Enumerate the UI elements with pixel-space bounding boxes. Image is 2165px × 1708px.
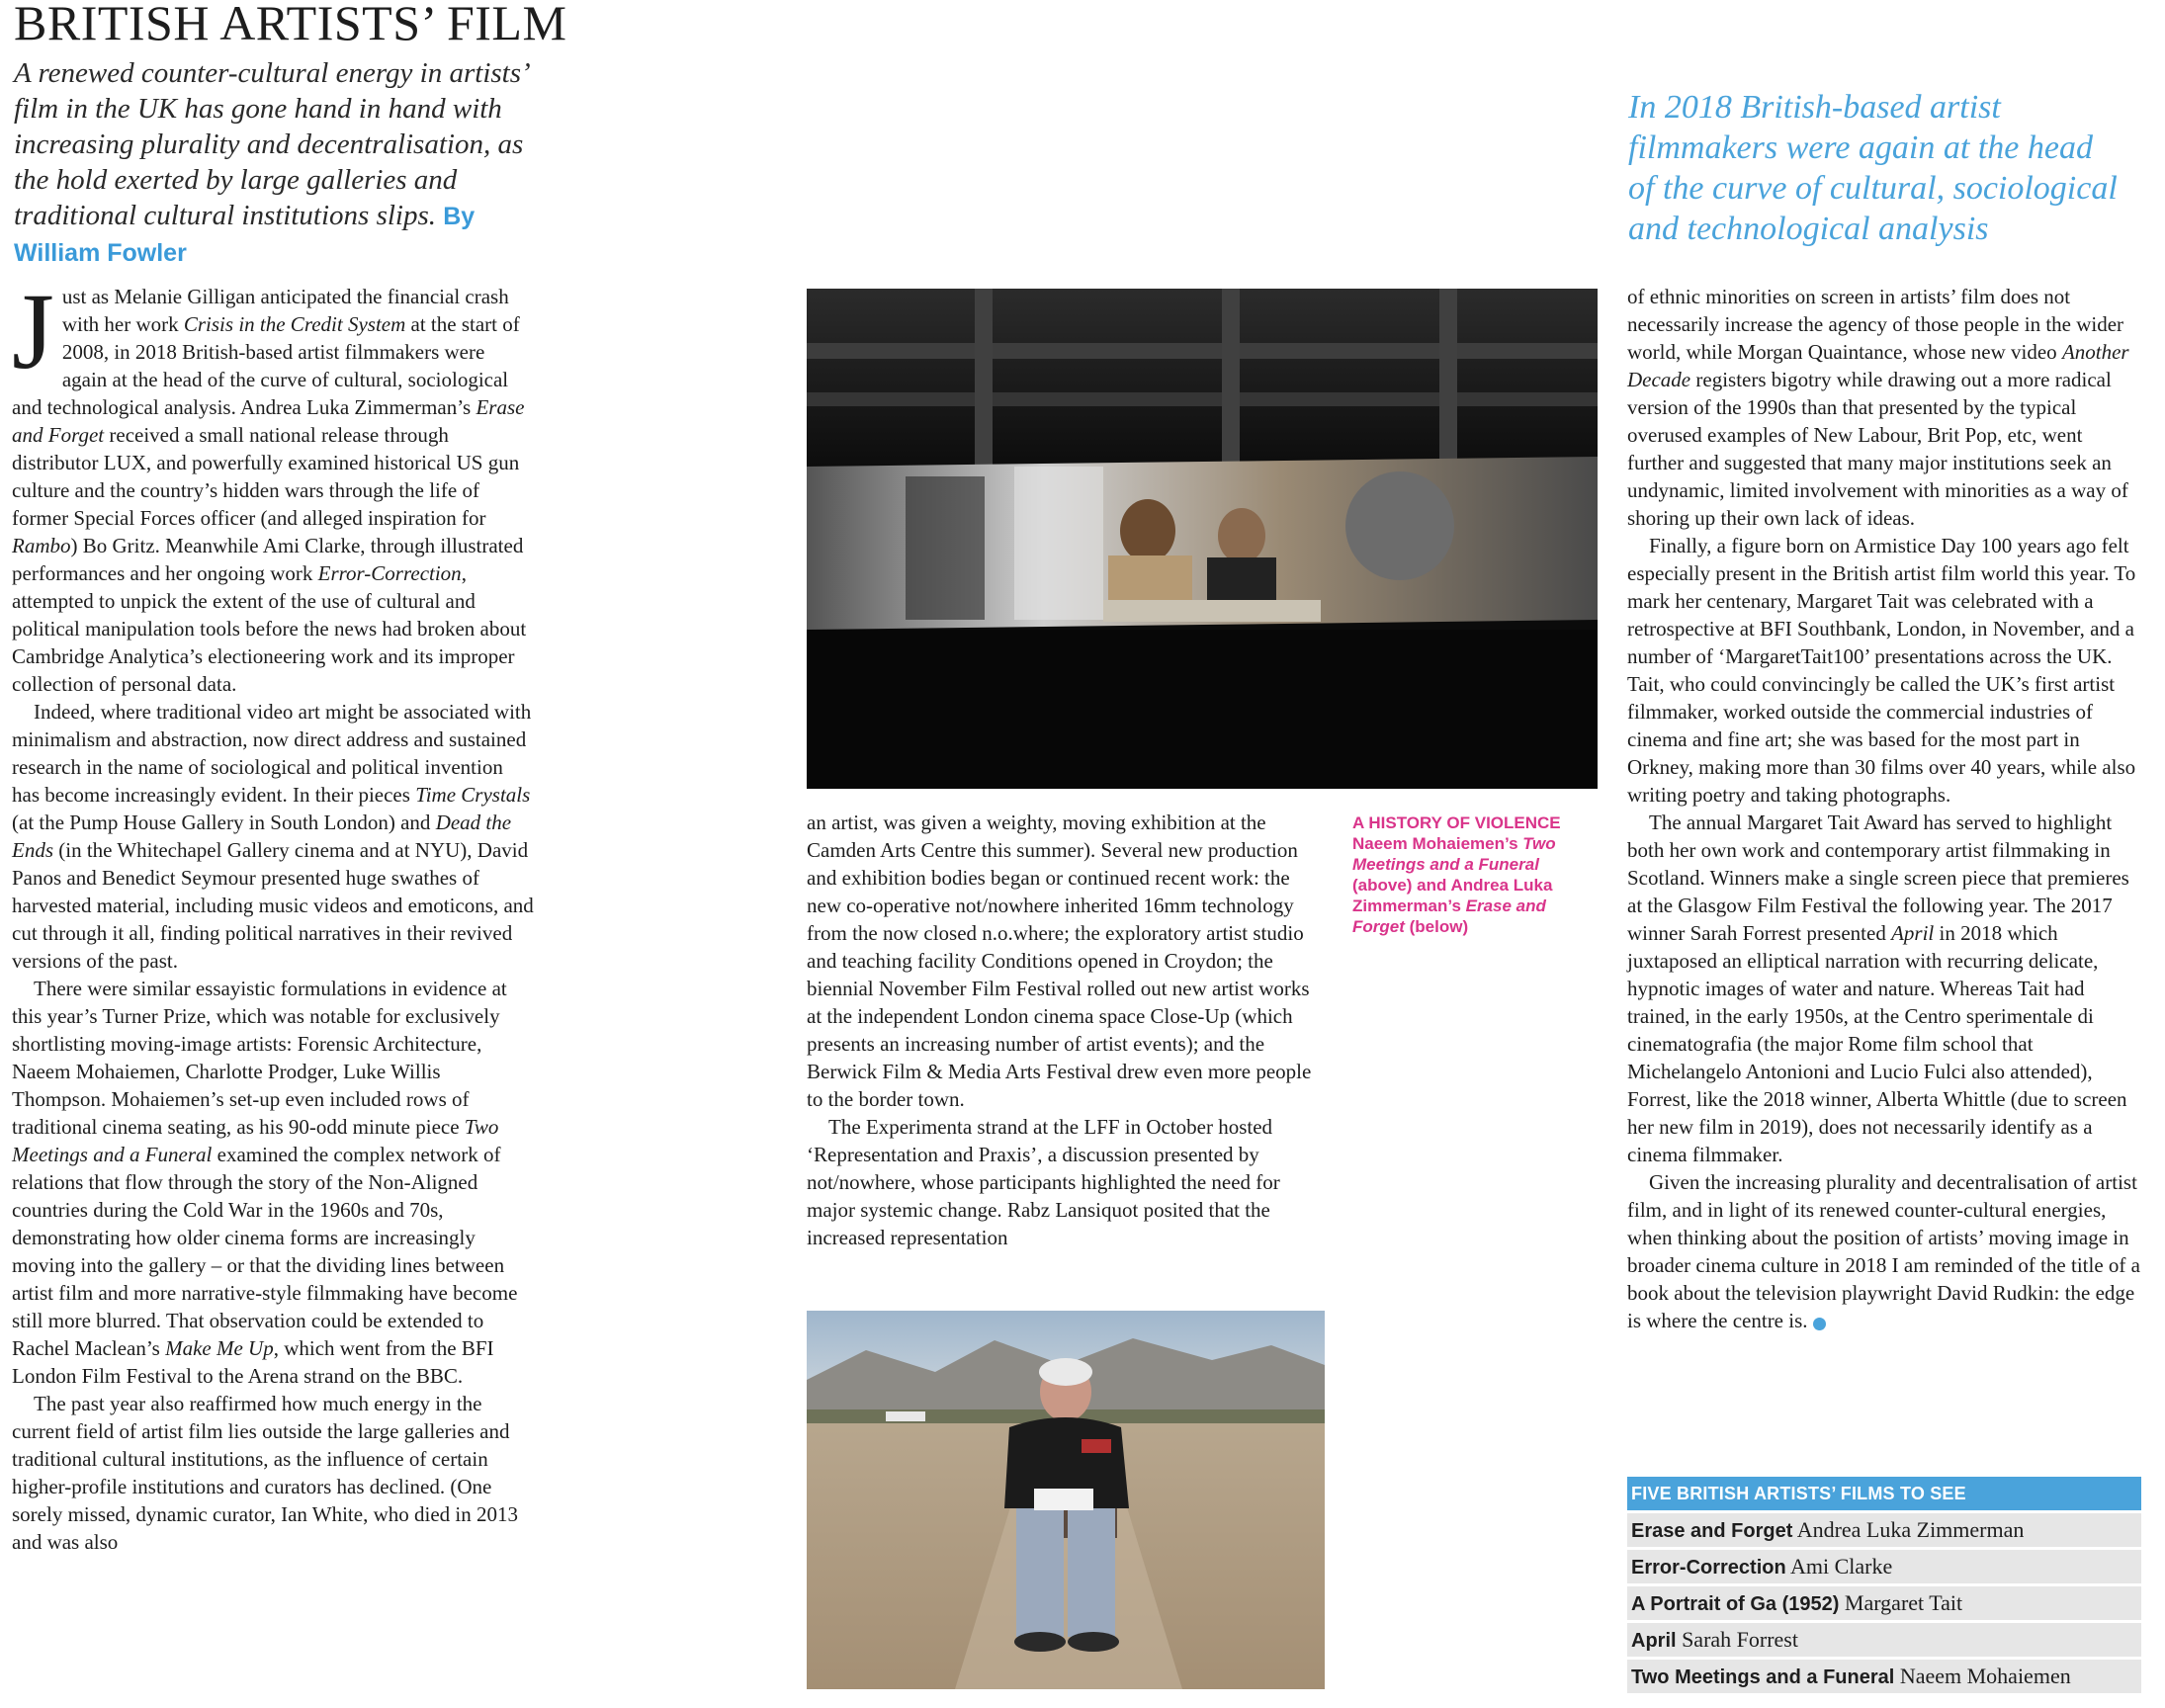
work-title: Another Decade	[1627, 340, 2129, 391]
text: , attempted to unpick the extent of the use of cultural and political manipulation tools before the news had broken about Cambridge Analytica’s electioneering work and its improper collection of personal data.	[12, 561, 527, 696]
text: examined the complex network of relations that flow through the story of the Non-Aligned countries during the Cold War in the 1960s and 70s, demonstrating how older cinema forms are increasingly moving into the gallery – or that the dividing lines between artist film and more narrative-style filmmaking have become still more blurred. That observation could be extended to Rachel Maclean’s	[12, 1143, 518, 1360]
headline: BRITISH ARTISTS’ FILM	[14, 0, 567, 50]
text: (in the Whitechapel Gallery cinema and at NYU), David Panos and Benedict Seymour presented huge swathes of harvested material, including music videos and emoticons, and cut through it all, finding political narratives in their revived versions of the past.	[12, 838, 534, 973]
byline: By William Fowler	[14, 203, 476, 267]
text: Indeed, where traditional video art might be associated with minimalism and abstraction, now direct address and sustained research in the name of sociological and political invention has become increasingly evident. In their pieces	[12, 700, 532, 807]
caption-text: (above) and Andrea Luka Zimmerman’s	[1352, 876, 1553, 915]
film-artist: Sarah Forrest	[1682, 1627, 1798, 1652]
work-title: April	[1891, 921, 1935, 945]
film-title: Error-Correction	[1631, 1557, 1786, 1579]
list-item	[1627, 1586, 2141, 1620]
list-item	[1627, 1550, 2141, 1583]
body-column-2	[807, 809, 1326, 1251]
photo-installation-two-meetings	[807, 289, 1598, 789]
caption-work-title: Erase and Forget	[1352, 897, 1546, 936]
work-title: Make Me Up	[165, 1336, 274, 1360]
body-column-3	[1627, 283, 2141, 1334]
list-item	[1627, 1623, 2141, 1657]
installation-image	[807, 289, 1598, 789]
pull-quote: In 2018 British-based artist filmmakers were again at the head of the curve of cultural, sociological and technological analysis	[1628, 89, 2118, 247]
drop-cap-rest: ust as Melanie Gilligan anticipated the financial crash with her work	[61, 285, 509, 336]
desert-image	[807, 1311, 1325, 1689]
paragraph	[1627, 283, 2141, 532]
body-column-1	[12, 271, 534, 1556]
photo-erase-and-forget	[807, 1311, 1325, 1689]
films-to-see-box	[1627, 1477, 2141, 1693]
text: The annual Margaret Tait Award has served to highlight both her own work and contemporary artist filmmaking in Scotland. Winners make a single screen piece that premieres at the Glasgow Film Festival the following year. The 2017 winner Sarah Forrest presented	[1627, 811, 2129, 945]
text: Finally, a figure born on Armistice Day 100 years ago felt especially present in the British artist film world this year. To mark her centenary, Margaret Tait was celebrated with a retrospective at BFI Southbank, London, in November, and a number of ‘MargaretTait100’ presentations across the UK. Tait, who could convincingly be called the UK’s first artist filmmaker, worked outside the commercial industries of cinema and fine art; she was based for the most part in Orkney, making more than 30 films over 40 years, while also writing poetry and taking photographs.	[1627, 534, 2136, 807]
paragraph	[12, 1390, 534, 1556]
films-box-heading: FIVE BRITISH ARTISTS’ FILMS TO SEE	[1627, 1477, 2141, 1510]
film-artist: Margaret Tait	[1844, 1590, 1963, 1615]
text: The past year also reaffirmed how much energy in the current field of artist film lies outside the large galleries and traditional cultural institutions, as the influence of certain higher-profile institutions and curators has declined. (One sorely missed, dynamic curator, Ian White, who died in 2013 and was also	[12, 1392, 518, 1554]
text: There were similar essayistic formulations in evidence at this year’s Turner Prize, which was notable for exclusively shortlisting moving-image artists: Forensic Architecture, Naeem Mohaiemen, Charlotte Prodger, Luke Willis Thompson. Mohaiemen’s set-up even included rows of traditional cinema seating, as his 90-odd minute piece	[12, 977, 507, 1139]
list-item	[1627, 1513, 2141, 1547]
text: Given the increasing plurality and decentralisation of artist film, and in light of its renewed counter-cultural energies, when thinking about the position of artists’ moving image in broader cinema culture in 2018 I am reminded of the title of a book about the television playwright David Rudkin: the edge is where the centre is.	[1627, 1170, 2140, 1332]
paragraph	[12, 698, 534, 975]
caption-work-title: Two Meetings and a Funeral	[1352, 834, 1556, 874]
work-title: Two Meetings and a Funeral	[12, 1115, 499, 1166]
film-title: Erase and Forget	[1631, 1520, 1793, 1542]
film-artist: Ami Clarke	[1790, 1554, 1893, 1579]
paragraph	[1627, 532, 2141, 809]
drop-cap: J	[12, 271, 54, 391]
caption-text: (below)	[1404, 917, 1469, 936]
paragraph: The Experimenta strand at the LFF in October hosted ‘Representation and Praxis’, a discussion presented by not/nowhere, whose participants highlighted the need for major systemic change. Rabz Lansiquot posited that the increased representation	[807, 1115, 1280, 1249]
end-mark-icon: S	[1813, 1318, 1826, 1330]
work-title: Crisis in the Credit System	[183, 312, 406, 336]
text: registers bigotry while drawing out a more radical version of the 1990s than that presented by the typical overused examples of New Labour, Brit Pop, etc, went further and suggested that many major institutions seek an undynamic, limited involvement with minorities as a way of shoring up their own lack of ideas.	[1627, 368, 2128, 530]
caption-title: A HISTORY OF VIOLENCE	[1352, 813, 1561, 832]
text: of ethnic minorities on screen in artists’ film does not necessarily increase the agency of those people in the wider world, while Morgan Quaintance, whose new video	[1627, 285, 2124, 364]
text: , which went from the BFI London Film Festival to the Arena strand on the BBC.	[12, 1336, 494, 1388]
standfirst	[14, 55, 553, 271]
film-title: A Portrait of Ga (1952)	[1631, 1593, 1840, 1615]
work-title: Dead the Ends	[12, 811, 512, 862]
list-item	[1627, 1660, 2141, 1693]
text: (at the Pump House Gallery in South London) and	[12, 811, 436, 834]
work-title: Erase and Forget	[12, 395, 525, 447]
text: ) Bo Gritz. Meanwhile Ami Clarke, through illustrated performances and her ongoing work	[12, 534, 524, 585]
paragraph: an artist, was given a weighty, moving exhibition at the Camden Arts Centre this summer). Several new production and exhibition bodies began or continued recent work: the new co-operative not/nowhere inherited 16mm technology from the now closed n.o.where; the exploratory artist studio and teaching facility Conditions opened in Croydon; the biennial November Film Festival rolled out new artist works at the independent London cinema space Close-Up (which presents an increasing number of artist events); and the Berwick Film & Media Arts Festival drew even more people to the border town.	[807, 811, 1312, 1111]
paragraph	[1627, 809, 2141, 1168]
film-artist: Andrea Luka Zimmerman	[1796, 1517, 2025, 1542]
caption-text: Naeem Mohaiemen’s	[1352, 834, 1523, 853]
work-title: Error-Correction	[317, 561, 462, 585]
photo-caption	[1352, 812, 1580, 937]
text: received a small national release through distributor LUX, and powerfully examined historical US gun culture and the country’s hidden wars through the life of former Special Forces officer (and alleged inspiration for	[12, 423, 520, 530]
standfirst-text: A renewed counter-cultural energy in artists’ film in the UK has gone hand in hand with increasing plurality and decentralisation, as the hold exerted by large galleries and traditional cultural institutions slips.	[14, 57, 528, 231]
paragraph	[1627, 1168, 2141, 1334]
work-title: Rambo	[12, 534, 71, 557]
text: in 2018 which juxtaposed an elliptical narration with recurring delicate, hypnotic images of water and nature. Whereas Tait had trained, in the early 1950s, at the Centro sperimentale di cinematografia (the major Rome film school that Michelangelo Antonioni and Lucio Fulci also attended), Forrest, like the 2018 winner, Alberta Whittle (due to screen her new film in 2019), does not necessarily identify as a cinema filmmaker.	[1627, 921, 2127, 1166]
text: at the start of 2008, in 2018 British-based artist filmmakers were again at the head of the curve of cultural, sociological and technological analysis. Andrea Luka Zimmerman’s	[12, 312, 520, 419]
paragraph	[12, 975, 534, 1390]
paragraph	[12, 271, 534, 698]
film-title: Two Meetings and a Funeral	[1631, 1666, 1895, 1688]
film-title: April	[1631, 1630, 1677, 1652]
work-title: Time Crystals	[415, 783, 531, 807]
film-artist: Naeem Mohaiemen	[1899, 1664, 2071, 1688]
